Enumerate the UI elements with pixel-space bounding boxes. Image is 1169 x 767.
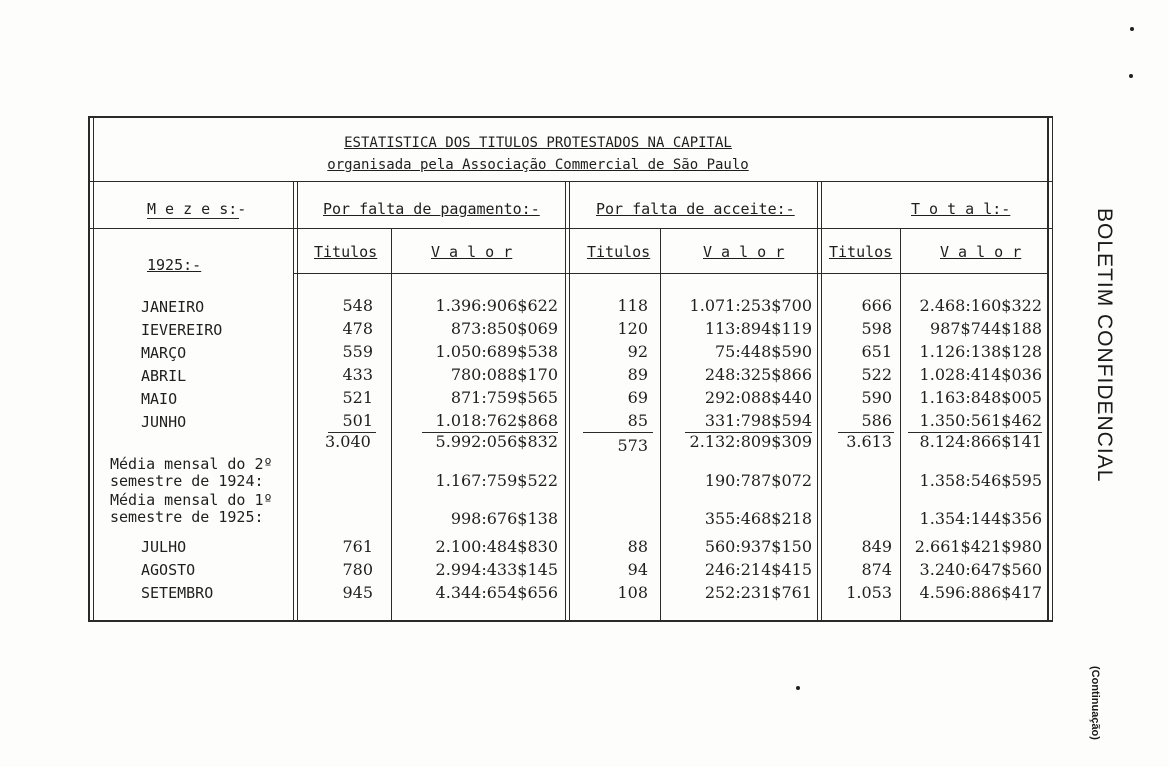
column-titulos-pagamento: Titulos <box>314 243 378 261</box>
titulos-pagamento: 478 <box>342 319 373 338</box>
side-subtitle: (Continuação) <box>1089 666 1101 740</box>
valor-acceite: 252:231$761 <box>704 583 812 602</box>
total-valor-total: 8.124:866$141 <box>919 432 1042 451</box>
column-meses-underline <box>147 218 239 219</box>
titulos-acceite: 94 <box>627 560 648 579</box>
column-valor-pagamento: V a l o r <box>431 243 513 261</box>
total-titulos-pagamento: 3.040 <box>325 432 371 451</box>
valor-pagamento: 871:759$565 <box>450 388 558 407</box>
divider-groups <box>565 181 566 622</box>
titulos-pagamento: 548 <box>342 296 373 315</box>
valor-pagamento: 1.050:689$538 <box>435 342 558 361</box>
month-name: IEVEREIRO <box>141 321 223 339</box>
valor-acceite: 113:894$119 <box>704 319 812 338</box>
valor-pagamento: 873:850$069 <box>450 319 558 338</box>
speck-mark <box>796 686 800 690</box>
titulos-total: 874 <box>861 560 892 579</box>
valor-pagamento: 2.100:484$830 <box>435 537 558 556</box>
month-name: ABRIL <box>141 367 187 385</box>
group-header-divider <box>88 228 1053 229</box>
month-name: MAIO <box>141 390 178 408</box>
media-valor-acceite: 355:468$218 <box>704 509 812 528</box>
titulos-pagamento: 761 <box>342 537 373 556</box>
month-name: AGOSTO <box>141 561 196 579</box>
media-label: Média mensal do 1º <box>110 491 273 509</box>
column-pagamento: Por falta de pagamento:- <box>323 200 540 218</box>
titulos-pagamento: 521 <box>342 388 373 407</box>
column-acceite: Por falta de acceite:- <box>596 200 795 218</box>
divider-groups <box>821 181 822 622</box>
table-border-left <box>88 116 90 622</box>
titulos-total: 666 <box>861 296 892 315</box>
table-subtitle: organisada pela Associação Commercial de São Paulo <box>327 157 749 173</box>
table-border-top <box>88 116 1053 118</box>
divider-acceite-valor <box>660 228 661 622</box>
subheader-divider <box>293 273 1048 274</box>
titulos-acceite: 92 <box>627 342 648 361</box>
month-name: JULHO <box>141 538 187 556</box>
titulos-pagamento: 433 <box>342 365 373 384</box>
valor-total: 1.350:561$462 <box>919 411 1042 430</box>
titulos-total: 1.053 <box>846 583 892 602</box>
titulos-total: 590 <box>861 388 892 407</box>
month-name: SETEMBRO <box>141 584 214 602</box>
titulos-acceite: 89 <box>627 365 648 384</box>
column-valor-acceite: V a l o r <box>703 243 785 261</box>
divider-groups <box>817 181 818 622</box>
total-valor-pagamento: 5.992:056$832 <box>435 432 558 451</box>
divider-meses <box>293 181 294 622</box>
valor-acceite: 292:088$440 <box>704 388 812 407</box>
valor-acceite: 246:214$415 <box>704 560 812 579</box>
table-title: ESTATISTICA DOS TITULOS PROTESTADOS NA CAPITAL <box>344 135 732 151</box>
valor-total: 4.596:886$417 <box>919 583 1042 602</box>
valor-pagamento: 1.396:906$622 <box>435 296 558 315</box>
valor-pagamento: 780:088$170 <box>450 365 558 384</box>
titulos-acceite: 85 <box>627 411 648 430</box>
column-titulos-acceite: Titulos <box>587 243 651 261</box>
valor-pagamento: 1.018:762$868 <box>435 411 558 430</box>
titulos-total: 586 <box>861 411 892 430</box>
titulos-total: 522 <box>861 365 892 384</box>
total-titulos-total: 3.613 <box>846 432 892 451</box>
divider-pagamento-valor <box>391 228 392 622</box>
table-border-bottom <box>88 620 1053 622</box>
sum-underline <box>583 432 653 433</box>
title-divider <box>88 181 1053 182</box>
column-meses: M e z e s:- <box>147 200 247 218</box>
divider-groups <box>569 181 570 622</box>
titulos-acceite: 88 <box>627 537 648 556</box>
media-valor-acceite: 190:787$072 <box>704 471 812 490</box>
table-border-right-inner <box>1052 116 1053 622</box>
column-titulos-total: Titulos <box>829 243 893 261</box>
valor-total: 1.126:138$128 <box>919 342 1042 361</box>
month-name: JUNHO <box>141 413 187 431</box>
valor-total: 1.028:414$036 <box>919 365 1042 384</box>
titulos-total: 598 <box>861 319 892 338</box>
divider-total-valor <box>900 228 901 622</box>
divider-meses <box>297 181 298 622</box>
valor-acceite: 75:448$590 <box>714 342 812 361</box>
media-label: semestre de 1924: <box>110 472 264 490</box>
titulos-acceite: 69 <box>627 388 648 407</box>
valor-acceite: 560:937$150 <box>704 537 812 556</box>
valor-pagamento: 2.994:433$145 <box>435 560 558 579</box>
year-label: 1925:- <box>147 256 202 274</box>
titulos-pagamento: 559 <box>342 342 373 361</box>
media-valor-total: 1.354:144$356 <box>919 509 1042 528</box>
column-total: T o t a l:- <box>911 200 1011 218</box>
media-valor-pagamento: 998:676$138 <box>450 509 558 528</box>
titulos-pagamento: 780 <box>342 560 373 579</box>
titulos-total: 849 <box>861 537 892 556</box>
titulos-total: 651 <box>861 342 892 361</box>
valor-acceite: 248:325$866 <box>704 365 812 384</box>
table-border-right <box>1047 116 1049 622</box>
titulos-acceite: 108 <box>617 583 648 602</box>
media-valor-total: 1.358:546$595 <box>919 471 1042 490</box>
titulos-pagamento: 945 <box>342 583 373 602</box>
media-label: Média mensal do 2º <box>110 455 273 473</box>
valor-total: 2.661$421$980 <box>914 537 1042 556</box>
table-border-left-inner <box>93 116 94 622</box>
month-name: JANEIRO <box>141 298 205 316</box>
media-label: semestre de 1925: <box>110 508 264 526</box>
titulos-pagamento: 501 <box>342 411 373 430</box>
valor-total: 1.163:848$005 <box>919 388 1042 407</box>
titulos-acceite: 120 <box>617 319 648 338</box>
valor-pagamento: 4.344:654$656 <box>435 583 558 602</box>
valor-total: 2.468:160$322 <box>919 296 1042 315</box>
valor-acceite: 331:798$594 <box>704 411 812 430</box>
valor-acceite: 1.071:253$700 <box>689 296 812 315</box>
speck-mark <box>1130 27 1134 31</box>
side-title: BOLETIM CONFIDENCIAL <box>1093 208 1116 483</box>
titulos-acceite: 118 <box>617 296 648 315</box>
total-valor-acceite: 2.132:809$309 <box>689 432 812 451</box>
total-titulos-acceite: 573 <box>617 436 648 455</box>
statistics-table <box>88 113 1053 625</box>
column-valor-total: V a l o r <box>940 243 1022 261</box>
month-name: MARÇO <box>141 344 187 362</box>
valor-total: 987$744$188 <box>930 319 1042 338</box>
valor-total: 3.240:647$560 <box>919 560 1042 579</box>
speck-mark <box>1129 74 1133 78</box>
media-valor-pagamento: 1.167:759$522 <box>435 471 558 490</box>
